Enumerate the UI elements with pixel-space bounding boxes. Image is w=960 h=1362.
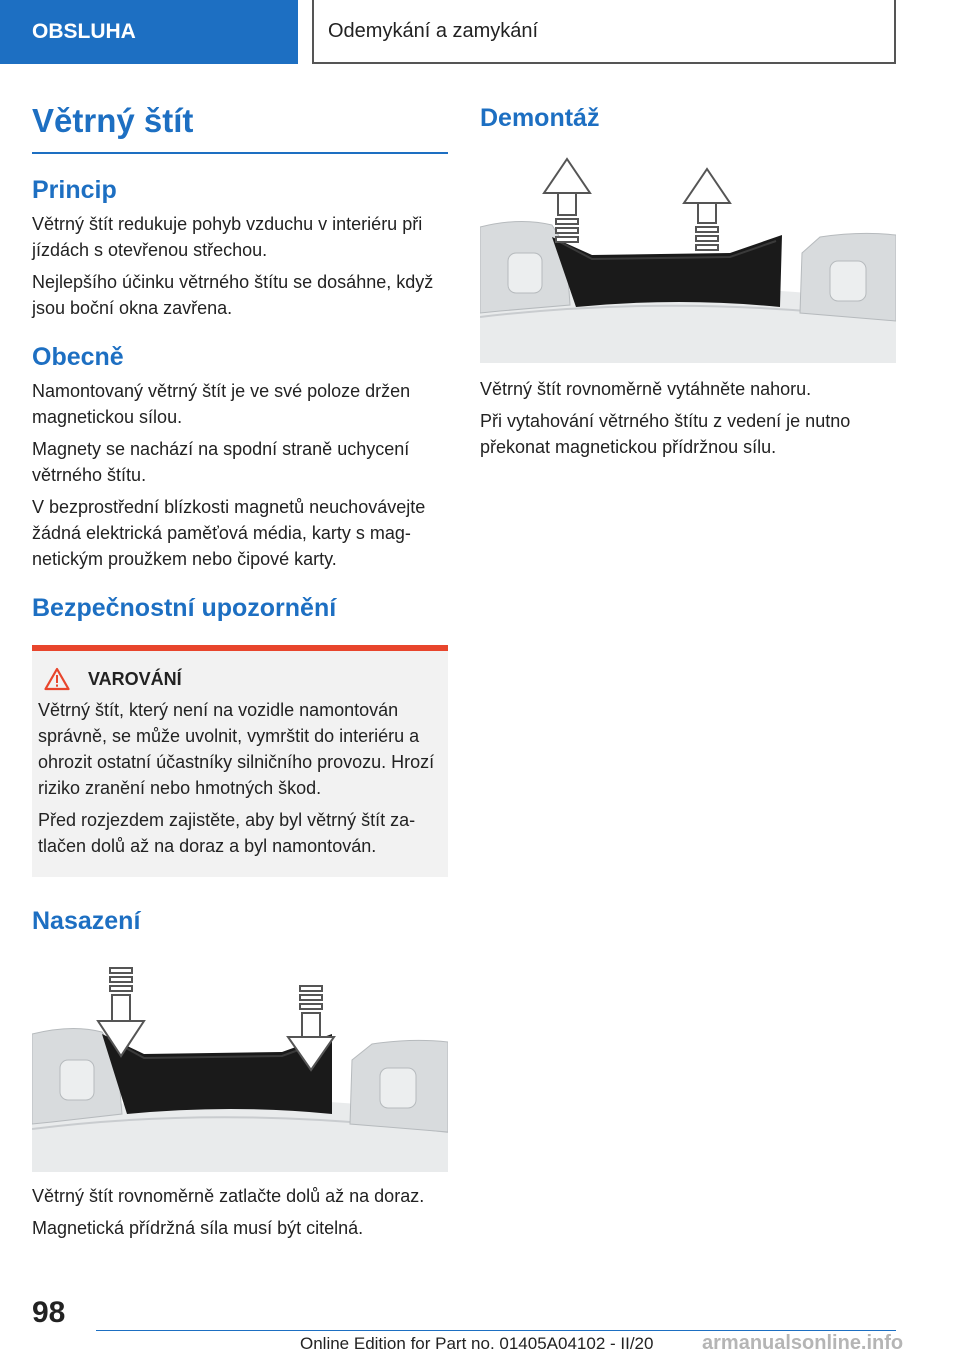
obecne-paragraph-2: Magnety se nachází na spodní straně uchycení větrného štítu.: [32, 439, 410, 485]
warning-triangle-icon: [44, 667, 70, 691]
princip-paragraph-1: Větrný štít redukuje pohyb vzduchu v interiéru při jízdách s otevřenou střechou.: [32, 214, 423, 260]
section-princip: [32, 176, 448, 321]
right-column: [480, 96, 896, 460]
warning-paragraph-1: Větrný štít, který není na vozidle namontován správně, se může uvolnit, vymrštit do interiéru a ohrozit ostatní účastníky silničního provozu. Hrozí riziko zranění nebo hmotných škod.: [38, 700, 435, 798]
warning-label: VAROVÁNÍ: [88, 668, 182, 689]
section-title: Odemykání a zamykání: [312, 0, 896, 64]
warning-box: [32, 645, 448, 877]
warning-paragraph-2: Před rozjezdem zajistěte, aby byl větrný štít zatlačen dolů až na doraz a byl namontován.: [38, 810, 416, 856]
obecne-paragraph-3: V bezprostřední blízkosti magnetů neuchovávejte žádná elektrická paměťová média, karty s magnetickým proužkem nebo čipové karty.: [32, 497, 426, 569]
princip-paragraph-2: Nejlepšího účinku větrného štítu se dosáhne, když jsou boční okna zavřena.: [32, 272, 434, 318]
page-title: Větrný štít: [32, 102, 448, 154]
warning-header: [38, 667, 438, 691]
removal-illustration: [480, 155, 896, 363]
heading-safety: Bezpečnostní upozornění: [32, 594, 337, 622]
removal-caption: [480, 376, 896, 460]
heading-princip: Princip: [32, 176, 117, 204]
section-safety: [32, 594, 448, 877]
watermark: armanualsonline.info: [702, 1332, 904, 1354]
section-nasazeni: [32, 907, 448, 1241]
install-caption: [32, 1183, 448, 1241]
footer-rule: [96, 1330, 896, 1331]
heading-nasazeni: Nasazení: [32, 907, 141, 935]
install-illustration: [32, 964, 448, 1172]
heading-demontaz: Demontáž: [480, 104, 600, 132]
left-column: [32, 96, 448, 1241]
obecne-paragraph-1: Namontovaný větrný štít je ve své poloze držen magnetickou sílou.: [32, 381, 411, 427]
section-obecne: [32, 343, 448, 572]
heading-obecne: Obecně: [32, 343, 124, 371]
footer-edition: Online Edition for Part no. 01405A04102 - II/20: [300, 1334, 654, 1353]
removal-caption-2: Při vytahování větrného štítu z vedení je nutno překonat magnetickou přídržnou sílu.: [480, 411, 851, 457]
removal-caption-1: Větrný štít rovnoměrně vytáhněte nahoru.: [480, 379, 812, 399]
install-caption-1: Větrný štít rovnoměrně zatlačte dolů až na doraz.: [32, 1186, 425, 1206]
page-number: 98: [32, 1296, 66, 1329]
chapter-tab: OBSLUHA: [0, 0, 298, 64]
install-caption-2: Magnetická přídržná síla musí být citelná.: [32, 1218, 364, 1238]
